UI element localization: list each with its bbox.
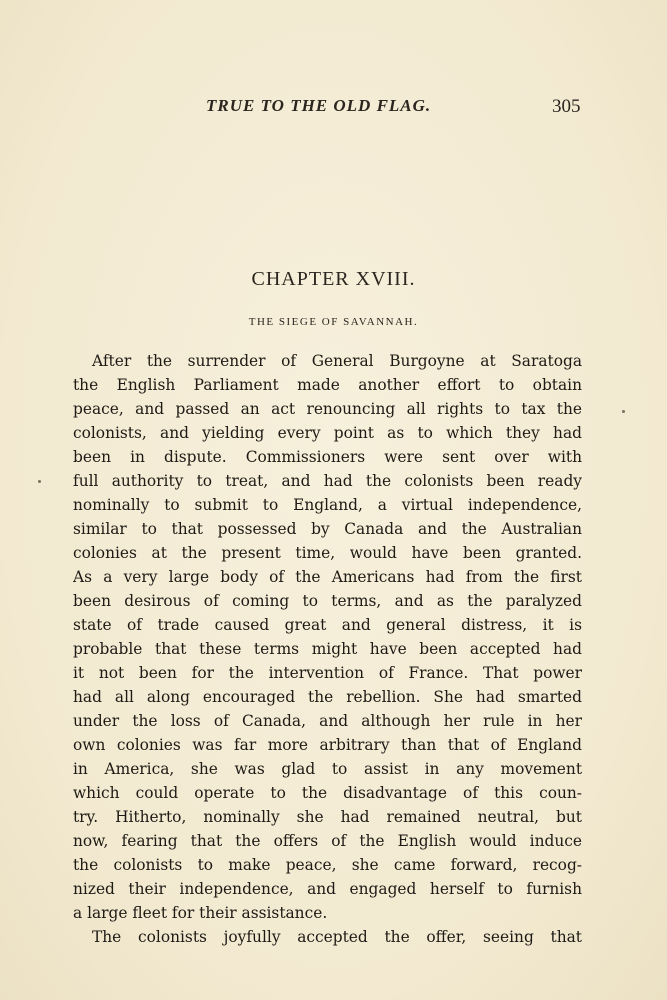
- chapter-title: CHAPTER XVIII.: [251, 268, 416, 290]
- text-line: now, fearing that the offers of the English would induce: [73, 832, 582, 850]
- text-line: colonists, and yielding every point as to which they had: [73, 424, 582, 442]
- text-line: been in dispute. Commissioners were sent over with: [73, 448, 582, 466]
- text-line: been desirous of coming to terms, and as the paralyzed: [73, 592, 582, 610]
- text-line: try. Hitherto, nominally she had remained neutral, but: [73, 808, 582, 826]
- text-line: peace, and passed an act renouncing all rights to tax the: [73, 400, 582, 418]
- text-line: the English Parliament made another effort to obtain: [73, 376, 582, 394]
- text-line: full authority to treat, and had the colonists been ready: [73, 472, 582, 490]
- body-text: [73, 349, 582, 949]
- margin-speck: [38, 480, 41, 483]
- text-line: nominally to submit to England, a virtual independence,: [73, 496, 582, 514]
- text-line: colonies at the present time, would have been granted.: [73, 544, 582, 562]
- text-line: After the surrender of General Burgoyne at Saratoga: [92, 352, 582, 370]
- text-line: own colonies was far more arbitrary than that of England: [73, 736, 582, 754]
- text-line: the colonists to make peace, she came forward, recog-: [73, 856, 582, 874]
- running-head-title: TRUE TO THE OLD FLAG.: [206, 96, 432, 115]
- chapter-subtitle: THE SIEGE OF SAVANNAH.: [248, 316, 419, 328]
- text-line: had all along encouraged the rebellion. She had smarted: [73, 688, 582, 706]
- text-line: As a very large body of the Americans had from the first: [73, 568, 582, 586]
- text-line: under the loss of Canada, and although her rule in her: [73, 712, 582, 730]
- text-line: probable that these terms might have been accepted had: [73, 640, 582, 658]
- text-line: nized their independence, and engaged herself to furnish: [73, 880, 582, 898]
- text-line: similar to that possessed by Canada and the Australian: [73, 520, 582, 538]
- margin-speck: [622, 410, 625, 413]
- page-number: 305: [552, 96, 581, 117]
- text-line: state of trade caused great and general distress, it is: [73, 616, 582, 634]
- running-head: [0, 96, 667, 122]
- text-line: The colonists joyfully accepted the offer, seeing that: [92, 928, 582, 946]
- text-line: a large fleet for their assistance.: [73, 904, 328, 922]
- text-line: which could operate to the disadvantage of this coun-: [73, 784, 582, 802]
- text-line: it not been for the intervention of France. That power: [73, 664, 582, 682]
- text-line: in America, she was glad to assist in any movement: [73, 760, 582, 778]
